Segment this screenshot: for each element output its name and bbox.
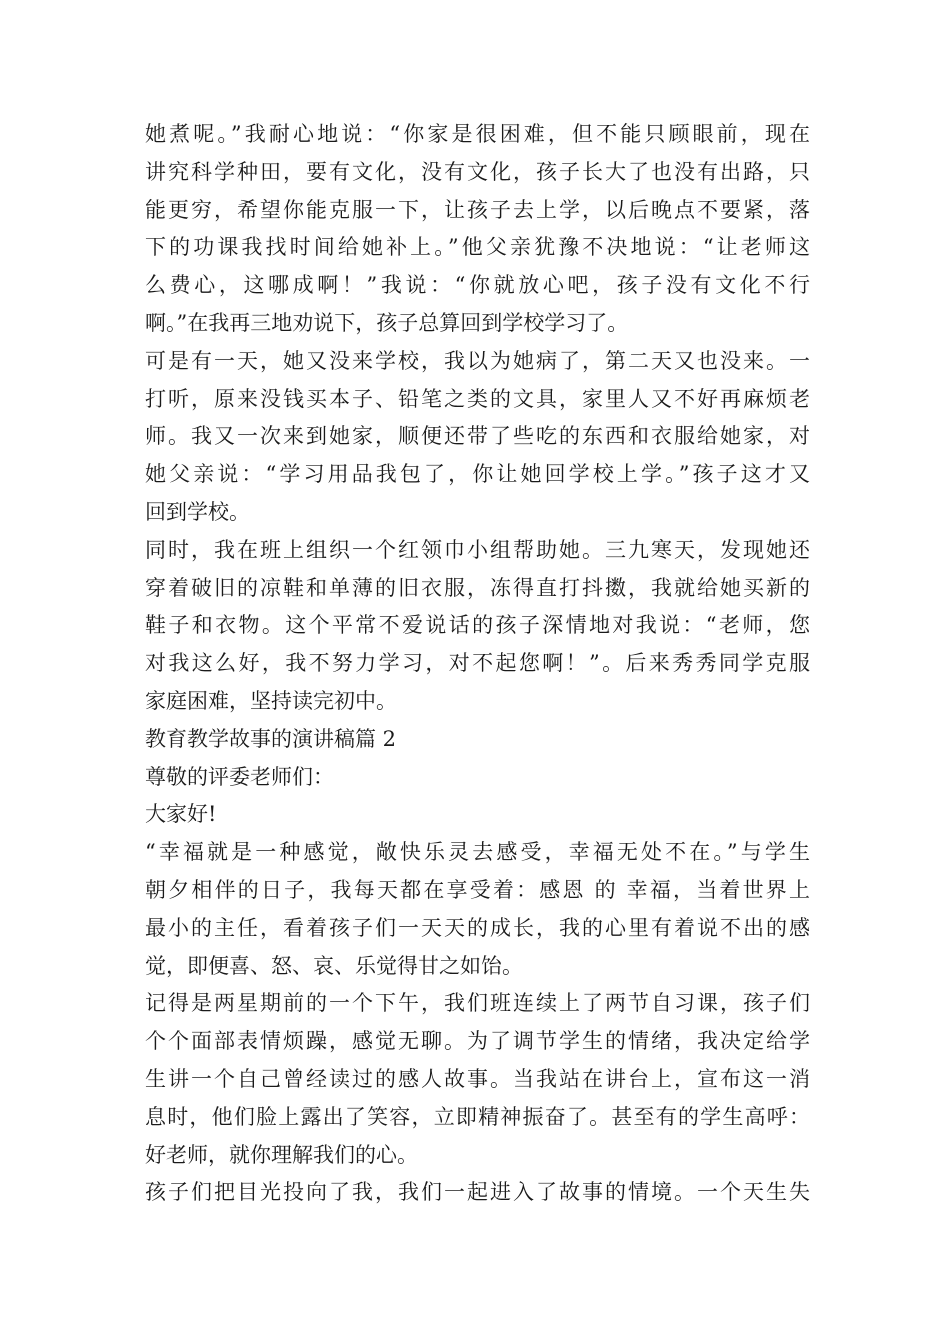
text-line: 好老师，就你理解我们的心。 — [145, 1142, 418, 1167]
text-line: 回到学校。 — [145, 499, 250, 524]
text-line: 讲究科学种田，要有文化，没有文化，孩子长大了也没有出路，只 — [145, 159, 810, 184]
text-line: 生讲一个自己曾经读过的感人故事。当我站在讲台上，宣布这一消 — [145, 1066, 810, 1091]
text-line: “幸福就是一种感觉，敞快乐灵去感受，幸福无处不在。”与学生 — [145, 840, 810, 865]
text-line: 息时，他们脸上露出了笑容，立即精神振奋了。甚至有的学生高呼： — [145, 1104, 810, 1129]
text-line: 打听，原来没钱买本子、铅笔之类的文具，家里人又不好再麻烦老 — [145, 386, 810, 411]
text-line: 她父亲说：“学习用品我包了，你让她回学校上学。”孩子这才又 — [145, 462, 810, 487]
text-line: 大家好! — [145, 802, 217, 827]
text-line: 可是有一天，她又没来学校，我以为她病了，第二天又也没来。一 — [145, 348, 810, 373]
text-line: 穿着破旧的凉鞋和单薄的旧衣服，冻得直打抖擞，我就给她买新的 — [145, 575, 810, 600]
text-line: 啊。”在我再三地劝说下，孩子总算回到学校学习了。 — [145, 310, 629, 335]
text-line: 最小的主任，看着孩子们一天天的成长，我的心里有着说不出的感 — [145, 915, 810, 940]
text-line: 尊敬的评委老师们： — [145, 764, 334, 789]
document-body — [145, 116, 810, 1212]
text-line: 个个面部表情烦躁，感觉无聊。为了调节学生的情绪，我决定给学 — [145, 1029, 810, 1054]
text-line: 鞋子和衣物。这个平常不爱说话的孩子深情地对我说：“老师，您 — [145, 613, 810, 638]
text-line: 师。我又一次来到她家，顺便还带了些吃的东西和衣服给她家，对 — [145, 424, 810, 449]
text-line: 同时，我在班上组织一个红领巾小组帮助她。三九寒天，发现她还 — [145, 537, 810, 562]
text-line: 她煮呢。”我耐心地说：“你家是很困难，但不能只顾眼前，现在 — [145, 122, 810, 146]
text-line: 孩子们把目光投向了我，我们一起进入了故事的情境。一个天生失 — [145, 1180, 810, 1205]
text-line: 么费心，这哪成啊！”我说：“你就放心吧，孩子没有文化不行 — [145, 273, 810, 298]
text-line: 教育教学故事的演讲稿篇 2 — [145, 726, 397, 751]
text-line: 朝夕相伴的日子，我每天都在享受着：感恩 的 幸福，当着世界上 — [145, 877, 810, 902]
text-line: 记得是两星期前的一个下午，我们班连续上了两节自习课，孩子们 — [145, 991, 810, 1016]
text-line: 下的功课我找时间给她补上。”他父亲犹豫不决地说：“让老师这 — [145, 235, 810, 260]
text-line: 觉，即便喜、怒、哀、乐觉得甘之如饴。 — [145, 953, 523, 978]
text-line: 能更穷，希望你能克服一下，让孩子去上学，以后晚点不要紧，落 — [145, 197, 810, 222]
text-line: 对我这么好，我不努力学习，对不起您啊！”。后来秀秀同学克服 — [145, 651, 810, 676]
text-line: 家庭困难，坚持读完初中。 — [145, 688, 397, 713]
